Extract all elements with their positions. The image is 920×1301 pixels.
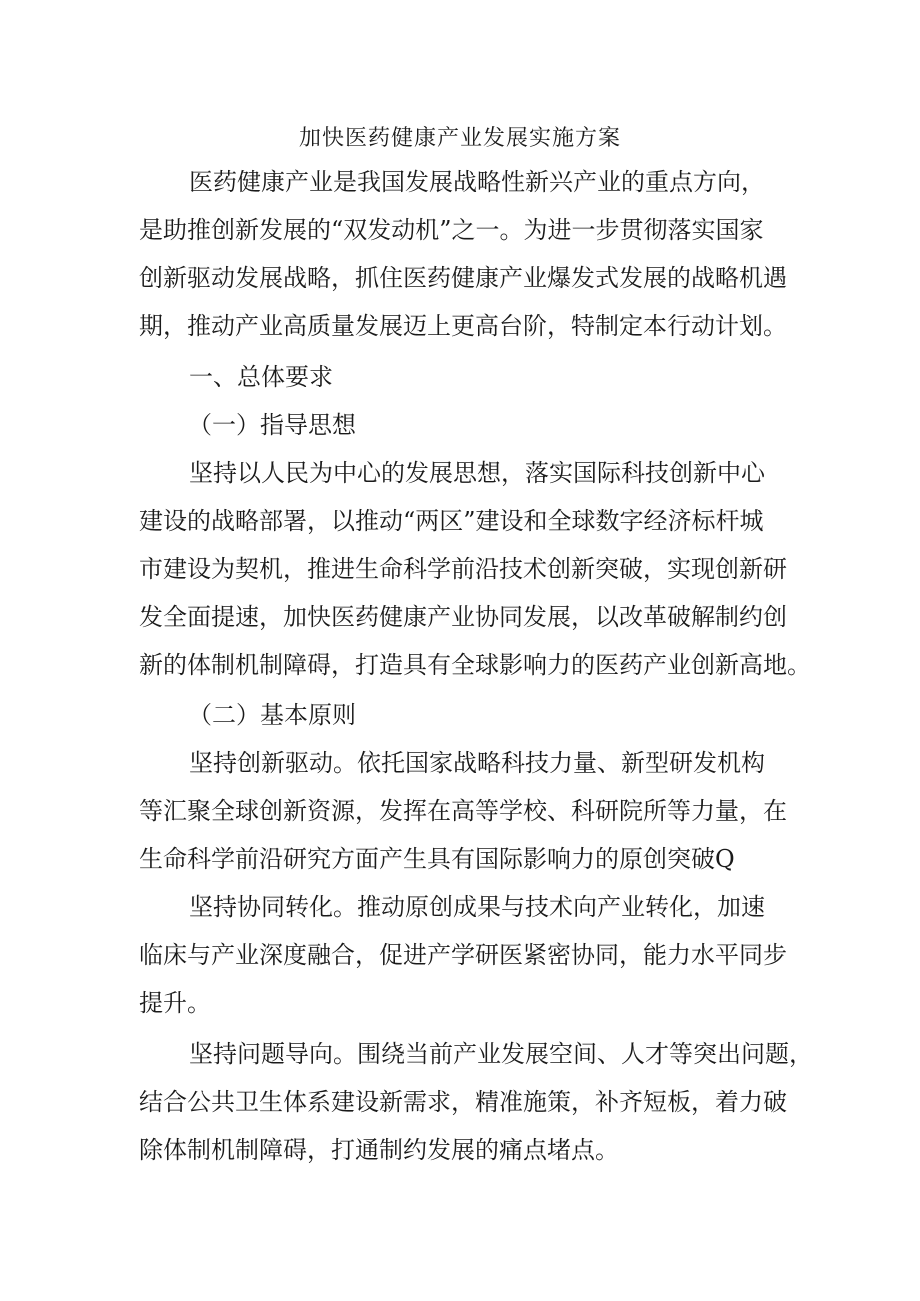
intro-line: 是助推创新发展的“双发动机”之一。为进一步贯彻落实国家 — [139, 216, 764, 244]
subsection-heading: （二）基本原则 — [188, 701, 356, 729]
paragraph-line: 除体制机制障碍，打通制约发展的痛点堵点。 — [139, 1136, 619, 1164]
paragraph-line: 临床与产业深度融合，促进产学研医紧密协同，能力水平同步 — [139, 941, 787, 969]
paragraph-line: 提升。 — [139, 989, 211, 1017]
paragraph-line: 坚持问题导向。围绕当前产业发展空间、人才等突出问题， — [189, 1040, 813, 1068]
paragraph-line: 坚持以人民为中心的发展思想，落实国际科技创新中心 — [189, 459, 765, 487]
paragraph-line: 等汇聚全球创新资源，发挥在高等学校、科研院所等力量，在 — [139, 797, 787, 825]
paragraph-line: 结合公共卫生体系建设新需求，精准施策，补齐短板，着力破 — [139, 1088, 787, 1116]
paragraph-line: 坚持协同转化。推动原创成果与技术向产业转化，加速 — [189, 893, 765, 921]
paragraph-line: 市建设为契机，推进生命科学前沿技术创新突破，实现创新研 — [139, 555, 787, 583]
paragraph-line: 新的体制机制障碍，打造具有全球影响力的医药产业创新高地。 — [139, 651, 811, 679]
intro-line: 医药健康产业是我国发展战略性新兴产业的重点方向， — [189, 168, 765, 196]
paragraph-line: 坚持创新驱动。依托国家战略科技力量、新型研发机构 — [189, 749, 765, 777]
paragraph-line: 建设的战略部署，以推动“两区”建设和全球数字经济标杆城 — [139, 507, 764, 535]
document-title: 加快医药健康产业发展实施方案 — [298, 126, 621, 151]
intro-line: 创新驱动发展战略，抓住医药健康产业爆发式发展的战略机遇 — [139, 264, 787, 292]
paragraph-line: 发全面提速，加快医药健康产业协同发展，以改革破解制约创 — [139, 603, 787, 631]
paragraph-line: 生命科学前沿研究方面产生具有国际影响力的原创突破Q — [139, 845, 735, 873]
section-heading: 一、总体要求 — [189, 363, 333, 391]
subsection-heading: （一）指导思想 — [188, 411, 356, 439]
intro-line: 期，推动产业高质量发展迈上更高台阶，特制定本行动计划。 — [139, 312, 787, 340]
